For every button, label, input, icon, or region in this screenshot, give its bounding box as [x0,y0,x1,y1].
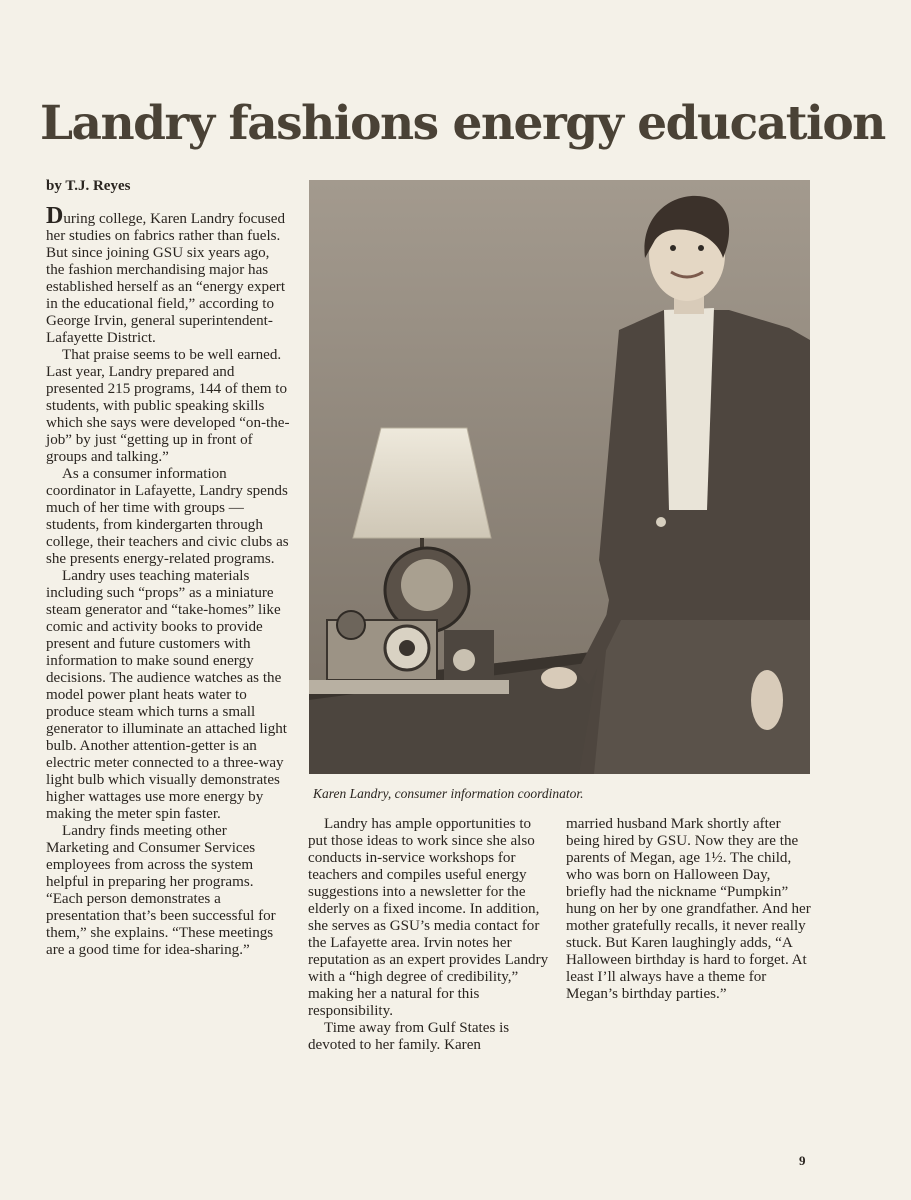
byline: by T.J. Reyes [46,178,131,194]
page-number: 9 [799,1153,806,1168]
headline: Landry fashions energy education [40,96,885,151]
paragraph-5: Landry finds meeting other Marketing and Consumer Services employees from across the system helpful in preparing her programs. “Each person demonstrates a presentation that’s been successful for them,” she explains. “These meetings are a good time for idea-sharing.” [46,823,276,958]
photo-illustration [309,180,810,774]
article-column-1 [46,203,291,959]
paragraph-4: Landry uses teaching materials including such “props” as a miniature steam generator and “take-homes” like comic and activity books to provide present and future customers with information to make sound energy decisions. The audience watches as the model power plant heats water to produce steam which turns a small generator to illuminate an attached light bulb. Another attention-getter is an electric meter connected to a three-way light bulb which visually demonstrates higher wattages use more energy by making the meter spin faster. [46,568,287,822]
photo-caption: Karen Landry, consumer information coordinator. [313,786,584,801]
paragraph-6: Landry has ample opportunities to put those ideas to work since she also conducts in-service workshops for teachers and compiles useful energy suggestions into a newsletter for the elderly on a fixed income. In addition, she serves as GSU’s media contact for the Lafayette area. Irvin notes her reputation as an expert provides Landry with a “high degree of credibility,” making her a natural for this responsibility. [308,816,549,1019]
article-column-2 [308,816,553,1054]
paragraph-8: married husband Mark shortly after being hired by GSU. Now they are the parents of Megan, age 1½. The child, who was born on Halloween Day, briefly had the nickname “Pumpkin” hung on her by one grandfather. And her mother gratefully recalls, it never really stuck. But Karen laughingly adds, “A Halloween birthday is hard to forget. At least I’ll always have a theme for Megan’s birthday parties.” [566,816,811,1002]
paragraph-1-text: uring college, Karen Landry focused her studies on fabrics rather than fuels. But since joining GSU six years ago, the fashion merchandising major has established herself as an “energy expert in the educational field,” according to George Irvin, general superintendent-Lafayette District. [46,211,286,346]
paragraph-2: That praise seems to be well earned. Last year, Landry prepared and presented 215 programs, 144 of them to students, with public speaking skills which she says were developed “on-the-job” by just “getting up in front of groups and talking.” [46,347,290,465]
article-column-3 [566,816,811,1003]
paragraph-1 [46,203,291,347]
portrait-photo [309,180,810,774]
paragraph-7: Time away from Gulf States is devoted to her family. Karen [308,1020,510,1053]
drop-cap: D [46,203,64,229]
paragraph-3: As a consumer information coordinator in Lafayette, Landry spends much of her time with groups — students, from kindergarten through college, their teachers and civic clubs as she presents energy-related programs. [46,466,289,567]
